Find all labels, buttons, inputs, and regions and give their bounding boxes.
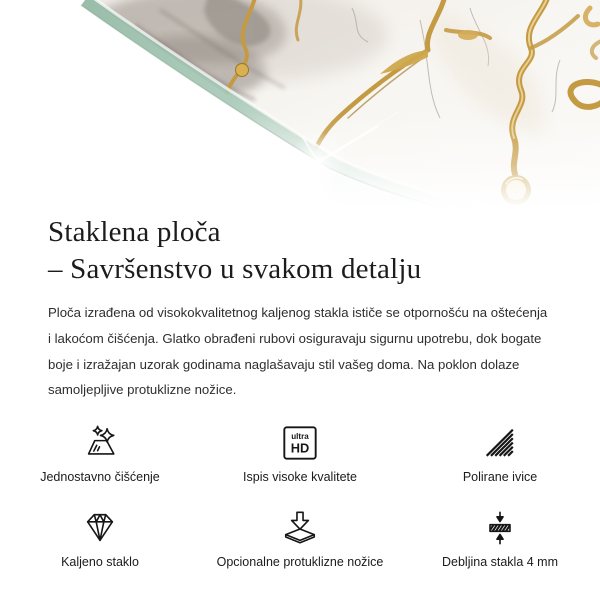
feature-label: Debljina stakla 4 mm — [441, 554, 558, 569]
title-line-1: Staklena ploča — [48, 216, 221, 248]
svg-text:ultra: ultra — [291, 432, 309, 442]
feature-label: Ispis visoke kvalitete — [243, 470, 357, 484]
polished-edge-icon — [481, 424, 519, 462]
glass-thickness-icon — [481, 509, 519, 547]
page-title — [48, 214, 552, 287]
hero-image-marble-glass — [0, 0, 600, 210]
feature-print-quality — [200, 424, 400, 486]
product-description-text: Ploča izrađena od visokokvalitetnog kaljenog stakla ističe se otpornošću na oštećenja i lakoćom čišćenja. Glatko obrađeni rubovi osiguravaju sigurnu upotrebu, dok bogate boje i izražajan uzorak godinama naglašavaju stil vašeg doma. Na poklon dolaze samoljepljive protuklizne nožice. — [48, 305, 548, 398]
marble-glass-illustration — [0, 0, 600, 210]
feature-label: Polirane ivice — [462, 470, 538, 484]
feature-grid — [0, 424, 600, 570]
diamond-icon — [81, 509, 119, 547]
ultra-hd-icon — [281, 424, 319, 462]
description-section — [0, 214, 600, 403]
feature-polished-edges — [400, 424, 600, 486]
title-line-2: – Savršenstvo u svakom detalju — [48, 252, 422, 285]
feature-label: Jednostavno čišćenje — [40, 470, 160, 484]
feature-anti-slip-feet — [200, 509, 400, 571]
feature-label: Opcionalne protuklizne nožice — [216, 554, 384, 569]
feature-glass-thickness — [400, 509, 600, 571]
feature-label: Kaljeno staklo — [61, 554, 139, 569]
sparkle-clean-icon — [81, 424, 119, 462]
feature-tempered-glass — [0, 509, 200, 571]
anti-slip-feet-icon — [281, 509, 319, 547]
feature-easy-cleaning — [0, 424, 200, 486]
svg-text:HD: HD — [290, 440, 310, 456]
